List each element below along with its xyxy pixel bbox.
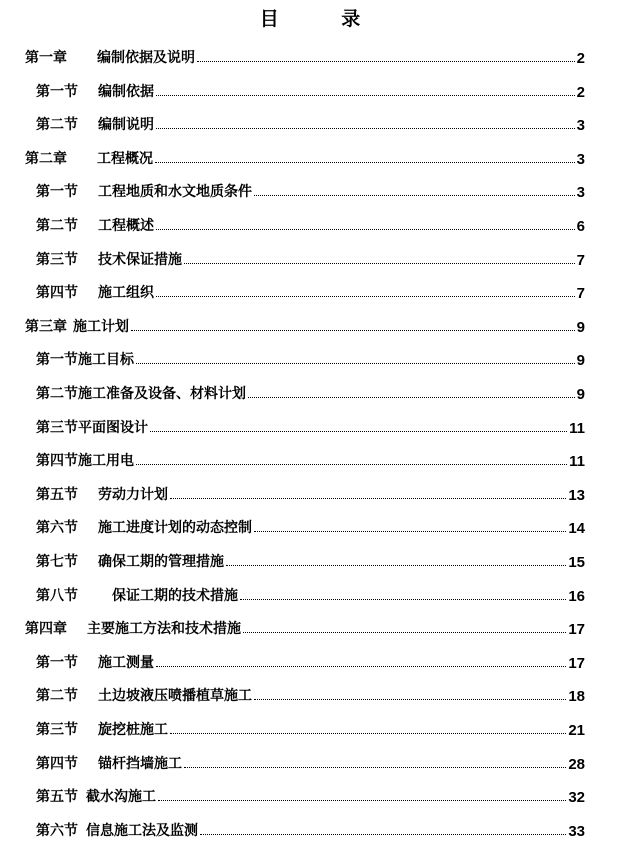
toc-entry-title: 工程概况 [97, 150, 153, 167]
toc-entry-page: 15 [568, 554, 585, 571]
toc-entry-page: 9 [576, 352, 585, 370]
dot-leader [197, 61, 575, 62]
toc-entry-number: 第六节 [36, 822, 78, 839]
toc-entry-page: 2 [576, 83, 585, 101]
toc-entry-title: 确保工期的管理措施 [98, 554, 224, 570]
toc-entry-page: 11 [569, 419, 585, 437]
toc-entry-page: 17 [568, 654, 585, 672]
toc-entry[interactable] [36, 239, 585, 269]
toc-entry[interactable] [25, 306, 585, 336]
dot-leader [156, 229, 575, 230]
dot-leader [136, 363, 575, 364]
toc-entry[interactable] [36, 205, 585, 235]
toc-entry-page: 28 [568, 755, 585, 773]
dot-leader [150, 431, 567, 432]
toc-entry-title: 保证工期的技术措施 [112, 587, 238, 604]
toc-entry[interactable] [36, 776, 585, 806]
toc-entry-number: 第五节 [36, 789, 78, 806]
toc-entry[interactable] [36, 642, 585, 672]
toc-entry[interactable] [36, 272, 585, 302]
dot-leader [243, 632, 566, 633]
toc-entry[interactable] [36, 440, 585, 470]
toc-entry-title: 旋挖桩施工 [98, 722, 168, 738]
toc-entry[interactable] [25, 608, 585, 638]
toc-entry-title: 编制依据及说明 [97, 50, 195, 66]
dot-leader [240, 599, 566, 600]
toc-entry[interactable] [25, 37, 585, 67]
dot-leader [170, 733, 566, 734]
toc-entry-title: 信息施工法及监测 [86, 822, 198, 839]
toc-entry-page: 17 [568, 621, 585, 639]
dot-leader [158, 800, 566, 801]
toc-entry-number: 第四节 [36, 285, 78, 302]
toc-entry-page: 9 [576, 386, 585, 403]
toc-entry-page: 21 [568, 722, 585, 739]
toc-entry-title: 截水沟施工 [86, 789, 156, 806]
toc-entry-number: 第四节 [36, 755, 78, 772]
toc-entry[interactable] [36, 373, 585, 403]
toc-entry-number: 第一节 [36, 83, 78, 100]
toc-entry-title: 技术保证措施 [98, 251, 182, 268]
toc-entry-title: 工程概述 [98, 218, 154, 234]
toc-entry[interactable] [36, 104, 585, 134]
dot-leader [254, 699, 566, 700]
dot-leader [254, 195, 575, 196]
toc-entry-number: 第四节 [36, 453, 78, 470]
toc-entry-title: 施工测量 [98, 654, 154, 671]
toc-entry-number: 第三节 [36, 419, 78, 436]
dot-leader [136, 464, 567, 465]
dot-leader [156, 128, 575, 129]
toc-entry[interactable] [25, 138, 585, 168]
toc-entry-number: 第一章 [25, 50, 67, 66]
toc-entry-page: 13 [568, 486, 585, 504]
dot-leader [254, 531, 566, 532]
toc-entry-number: 第三节 [36, 722, 78, 738]
dot-leader [170, 498, 566, 499]
toc-entry-number: 第二节 [36, 386, 78, 402]
dot-leader [184, 263, 575, 264]
toc-entry-title: 施工准备及设备、材料计划 [78, 386, 246, 402]
toc-entry[interactable] [36, 709, 585, 739]
toc-entry[interactable] [36, 171, 585, 201]
dot-leader [226, 565, 566, 566]
toc-entry-number: 第四章 [25, 621, 67, 638]
dot-leader [200, 834, 566, 835]
toc-entry-page: 11 [569, 453, 585, 471]
toc-entry-title: 施工目标 [78, 352, 134, 369]
toc-entry-page: 7 [576, 251, 585, 269]
page-title: 目 录 [259, 8, 389, 30]
toc-entry-page: 7 [576, 285, 585, 303]
dot-leader [131, 330, 575, 331]
toc-entry-number: 第七节 [36, 554, 78, 570]
toc-entry[interactable] [36, 474, 585, 504]
toc-entry-title: 工程地质和水文地质条件 [98, 184, 252, 201]
dot-leader [184, 767, 566, 768]
toc-entry-page: 9 [576, 318, 585, 336]
toc-entry-number: 第五节 [36, 486, 78, 503]
toc-entry-page: 3 [576, 150, 585, 168]
toc-entry-number: 第二节 [36, 688, 78, 705]
toc-entry-title: 锚杆挡墙施工 [98, 755, 182, 772]
toc-entry-number: 第八节 [36, 587, 78, 604]
toc-entry-title: 编制依据 [98, 83, 154, 100]
dot-leader [156, 666, 566, 667]
toc-entry-page: 18 [568, 688, 585, 706]
toc-entry[interactable] [36, 675, 585, 705]
toc-entry-number: 第二章 [25, 150, 67, 167]
toc-entry-page: 16 [568, 587, 585, 605]
toc-entry-title: 施工进度计划的动态控制 [98, 520, 252, 537]
toc-entry[interactable] [36, 541, 585, 571]
dot-leader [248, 397, 575, 398]
toc-entry-title: 施工计划 [73, 318, 129, 335]
toc-entry-title: 平面图设计 [78, 419, 148, 436]
dot-leader [156, 296, 575, 297]
toc-entry[interactable] [36, 575, 585, 605]
toc-entry-number: 第一节 [36, 352, 78, 369]
toc-entry[interactable] [36, 71, 585, 101]
toc-entry-number: 第二节 [36, 218, 78, 234]
toc-entry[interactable] [36, 810, 585, 840]
dot-leader [156, 95, 575, 96]
toc-entry-page: 6 [576, 218, 585, 235]
toc-entry-title: 编制说明 [98, 117, 154, 134]
toc-entry[interactable] [36, 507, 585, 537]
toc-entry-number: 第三章 [25, 318, 67, 335]
toc-entry-page: 2 [576, 50, 585, 67]
toc-entry-page: 3 [576, 117, 585, 135]
toc-entry-page: 32 [568, 789, 585, 807]
toc-entry-number: 第二节 [36, 117, 78, 134]
toc-entry-title: 土边坡液压喷播植草施工 [98, 688, 252, 705]
toc-entry-title: 施工组织 [98, 285, 154, 302]
toc-entry-page: 33 [568, 822, 585, 840]
toc-entry-page: 14 [568, 520, 585, 538]
toc-entry-title: 施工用电 [78, 453, 134, 470]
toc-entry[interactable] [36, 339, 585, 369]
toc-entry-title: 劳动力计划 [98, 486, 168, 503]
toc-entry-number: 第三节 [36, 251, 78, 268]
toc-entry-number: 第一节 [36, 184, 78, 201]
dot-leader [155, 162, 575, 163]
toc-entry-title: 主要施工方法和技术措施 [87, 621, 241, 638]
toc-entry-number: 第一节 [36, 654, 78, 671]
toc-entry-page: 3 [576, 184, 585, 202]
toc-entry[interactable] [36, 743, 585, 773]
toc-entry[interactable] [36, 407, 585, 437]
toc-entry-number: 第六节 [36, 520, 78, 537]
